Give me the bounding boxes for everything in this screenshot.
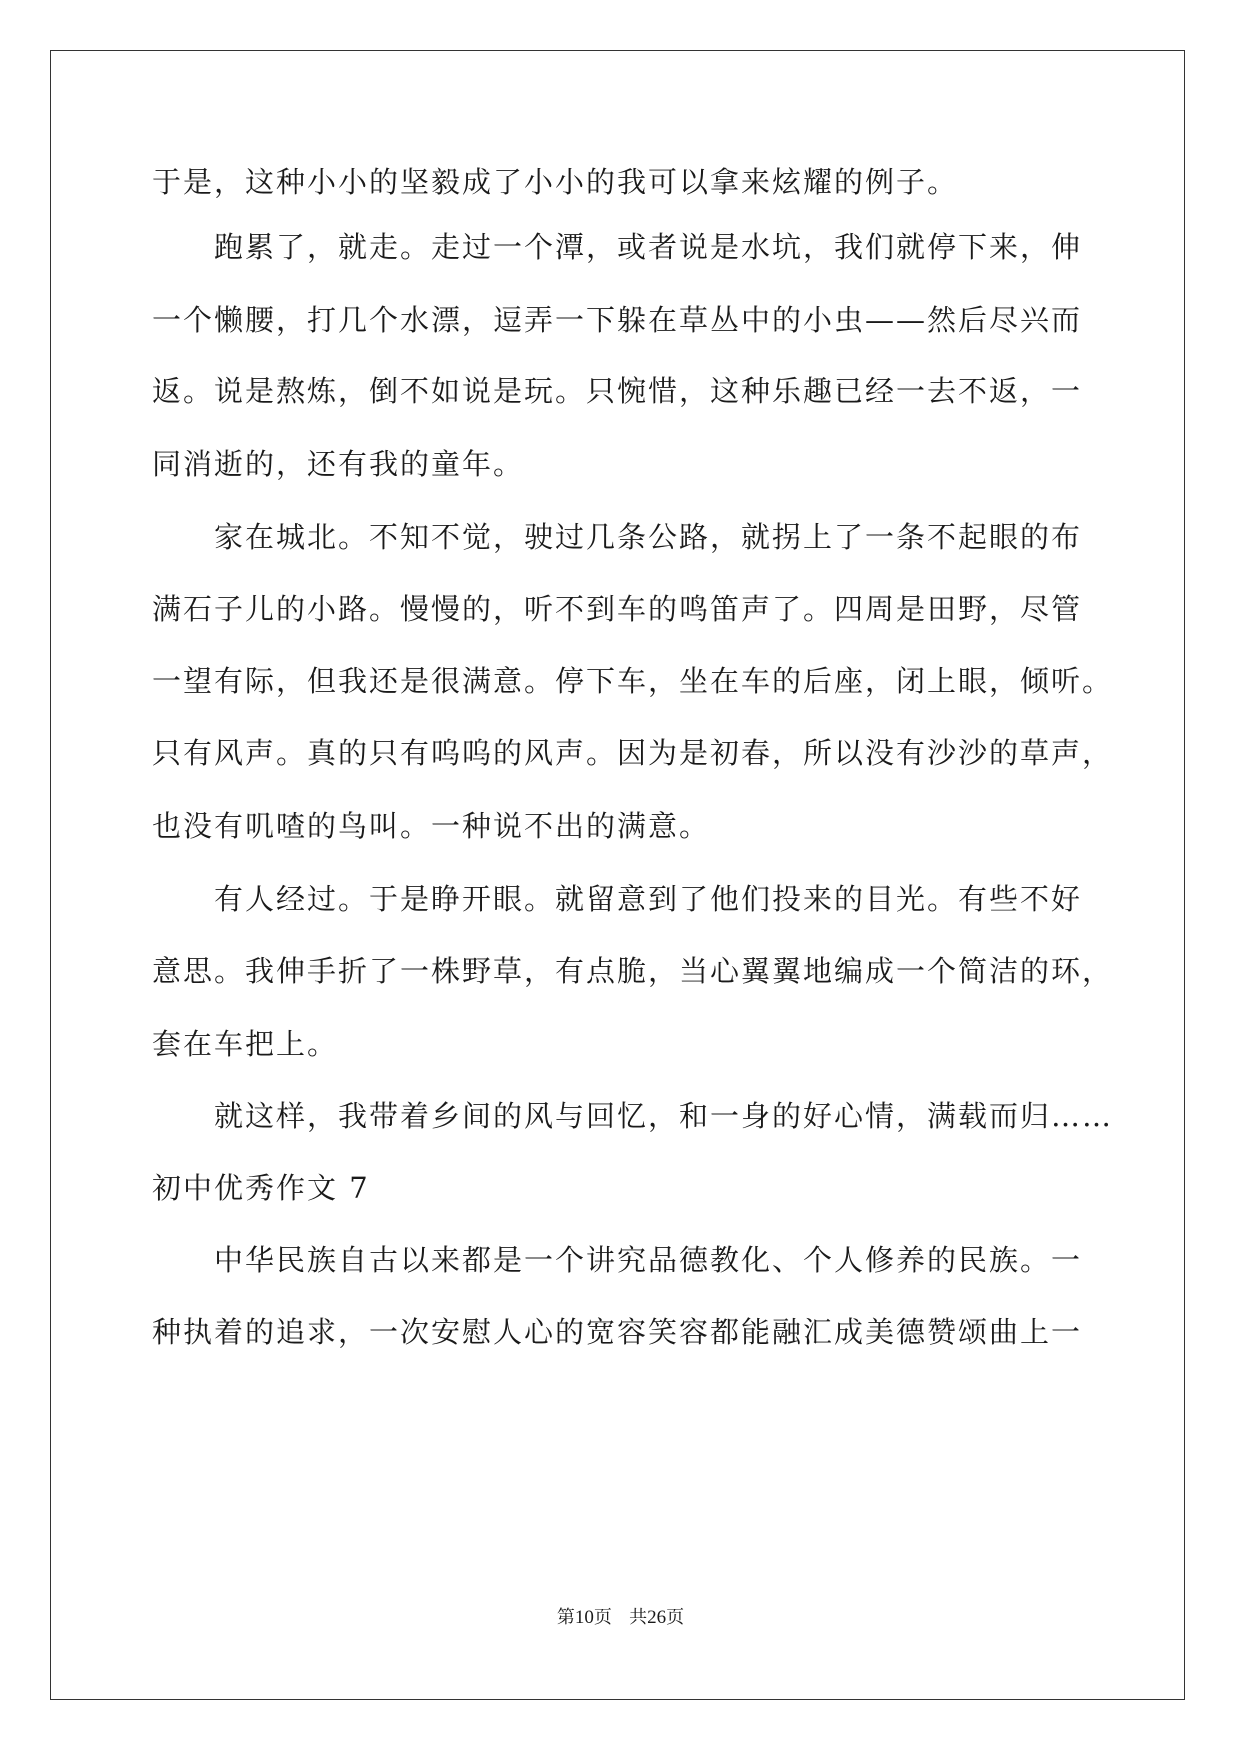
paragraph-start-line: 就这样，我带着乡间的风与回忆，和一身的好心情，满载而归……: [214, 1099, 1114, 1133]
page-border: [50, 50, 1185, 1700]
text-line: 只有风声。真的只有呜呜的风声。因为是初春，所以没有沙沙的草声，: [152, 736, 1114, 770]
text-line: 也没有叽喳的鸟叫。一种说不出的满意。: [152, 809, 711, 843]
text-line: 同消逝的，还有我的童年。: [152, 447, 525, 481]
text-line: 一个懒腰，打几个水漂，逗弄一下躲在草丛中的小虫——然后尽兴而: [152, 303, 1083, 337]
footer-total-suffix: 页: [666, 1607, 685, 1628]
paragraph-start-line: 跑累了，就走。走过一个潭，或者说是水坑，我们就停下来，伸: [214, 230, 1083, 264]
text-line: 套在车把上。: [152, 1027, 339, 1061]
paragraph-start-line: 中华民族自古以来都是一个讲究品德教化、个人修养的民族。一: [214, 1243, 1083, 1277]
footer-page-suffix: 页: [593, 1607, 612, 1628]
total-page-count: 26: [647, 1607, 667, 1628]
footer-total-prefix: 共: [629, 1607, 648, 1628]
footer-prefix: 第: [556, 1607, 575, 1628]
text-line: 返。说是熬炼，倒不如说是玩。只惋惜，这种乐趣已经一去不返，一: [152, 374, 1083, 408]
text-line: 意思。我伸手折了一株野草，有点脆，当心翼翼地编成一个简洁的环，: [152, 954, 1114, 988]
text-line: 于是，这种小小的坚毅成了小小的我可以拿来炫耀的例子。: [152, 165, 959, 199]
section-title: 初中优秀作文 7: [152, 1171, 370, 1205]
paragraph-start-line: 有人经过。于是睁开眼。就留意到了他们投来的目光。有些不好: [214, 882, 1083, 916]
paragraph-start-line: 家在城北。不知不觉，驶过几条公路，就拐上了一条不起眼的布: [214, 520, 1083, 554]
page-footer: [0, 1606, 1241, 1630]
text-line: 种执着的追求，一次安慰人心的宽容笑容都能融汇成美德赞颂曲上一: [152, 1315, 1083, 1349]
text-line: 一望有际，但我还是很满意。停下车，坐在车的后座，闭上眼，倾听。: [152, 664, 1114, 698]
current-page-number: 10: [574, 1607, 594, 1628]
text-line: 满石子儿的小路。慢慢的，听不到车的鸣笛声了。四周是田野，尽管: [152, 592, 1083, 626]
